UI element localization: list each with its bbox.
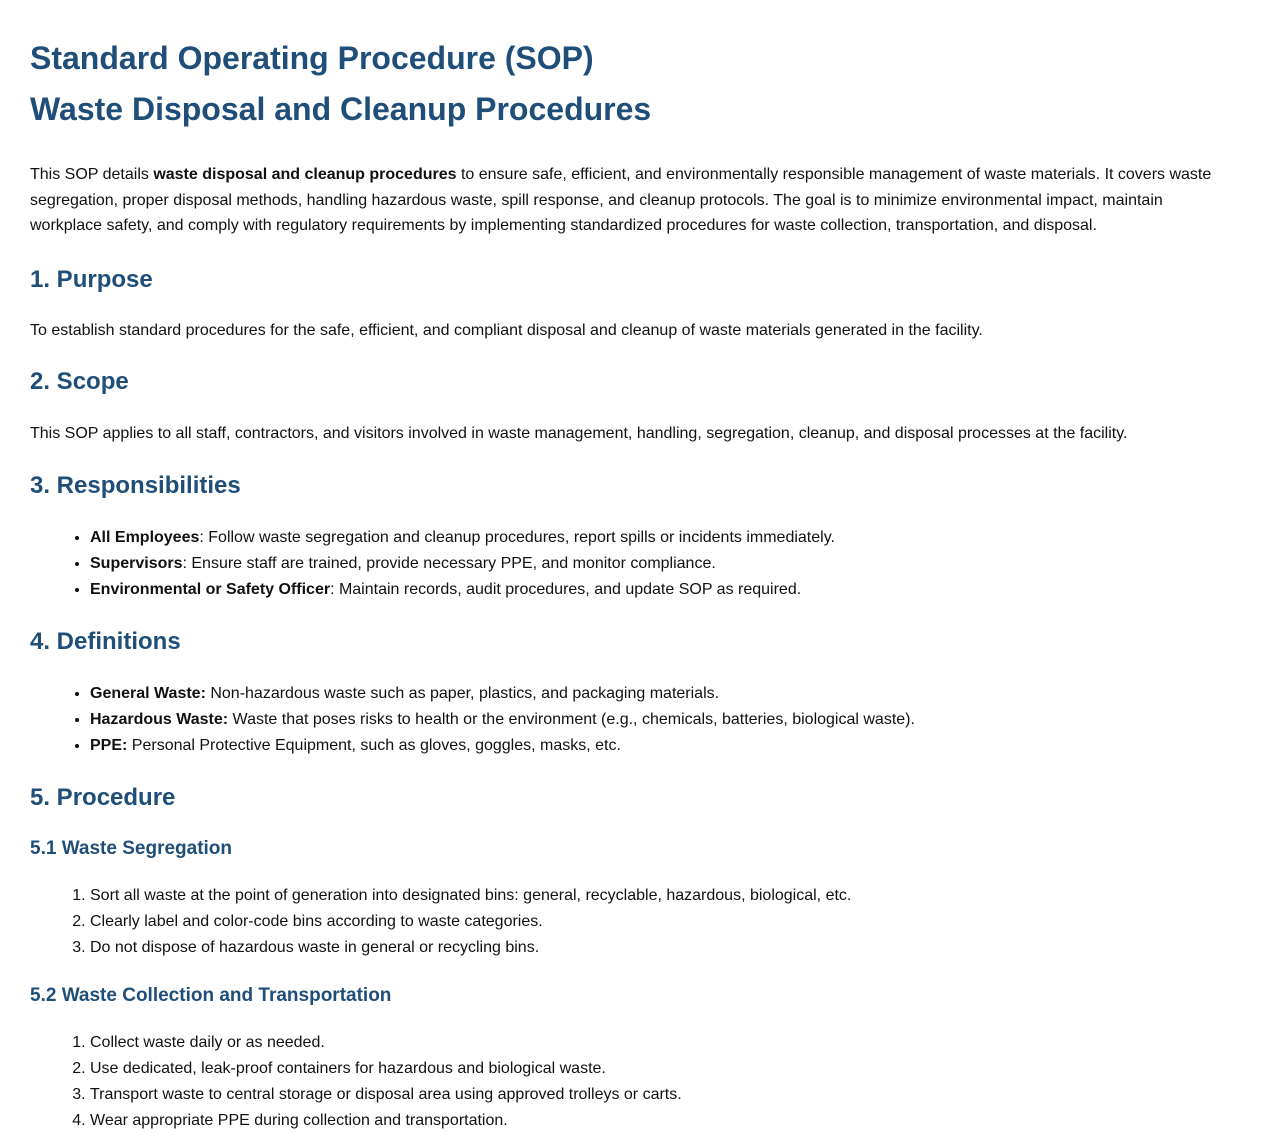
sop-document [30,33,1230,1134]
list-item [90,707,1230,733]
collection-steps [30,1030,1230,1134]
list-item-desc: : Maintain records, audit procedures, and update SOP as required. [330,580,802,598]
list-item [90,681,1230,707]
list-item: 1. Sort all waste at the point of generation into designated bins: general, recyclable, hazardous, biological, etc. [90,883,1230,909]
intro-suffix: to ensure safe, efficient, and environmentally responsible management of waste materials. It covers waste segregation, proper disposal methods, handling hazardous waste, spill response, and cleanup protocols. The goal is to minimize environmental impact, maintain workplace safety, and comply with regulatory requirements by implementing standardized procedures for waste collection, transportation, and disposal. [30,166,1212,234]
list-item [90,577,1230,603]
subsection-heading-collection: 5.2 Waste Collection and Transportation [30,984,392,1006]
list-item: 2. Clearly label and color-code bins according to waste categories. [90,909,1230,935]
list-item-desc: : Follow waste segregation and cleanup procedures, report spills or incidents immediately. [199,528,835,546]
list-item-term: Supervisors [90,554,183,572]
section-heading-purpose: 1. Purpose [30,265,153,293]
list-item [90,525,1230,551]
definitions-list [30,681,1230,759]
section-heading-definitions: 4. Definitions [30,627,181,655]
list-item: 1. Collect waste daily or as needed. [90,1030,1230,1056]
intro-paragraph [30,162,1230,239]
segregation-steps [30,883,1230,961]
list-item: 4. Wear appropriate PPE during collection and transportation. [90,1108,1230,1134]
list-item-term: PPE: [90,736,128,754]
purpose-text: To establish standard procedures for the safe, efficient, and compliant disposal and cleanup of waste materials generated in the facility. [30,321,983,339]
list-item-desc: Non-hazardous waste such as paper, plastics, and packaging materials. [205,684,720,702]
list-item-desc: Personal Protective Equipment, such as gloves, goggles, masks, etc. [127,736,621,754]
list-item: 2. Use dedicated, leak-proof containers for hazardous and biological waste. [90,1056,1230,1082]
list-item-term: Hazardous Waste: [90,710,229,728]
list-item: 3. Transport waste to central storage or disposal area using approved trolleys or carts. [90,1082,1230,1108]
list-item [90,551,1230,577]
list-item: 3. Do not dispose of hazardous waste in general or recycling bins. [90,935,1230,961]
section-heading-scope: 2. Scope [30,368,129,395]
list-item [90,733,1230,759]
responsibilities-list [30,525,1230,603]
section-heading-procedure: 5. Procedure [30,783,176,811]
list-item-term: Environmental or Safety Officer [90,580,331,598]
list-item-desc: : Ensure staff are trained, provide necessary PPE, and monitor compliance. [182,554,716,572]
subsection-heading-segregation: 5.1 Waste Segregation [30,837,233,859]
intro-bold: waste disposal and cleanup procedures [153,166,457,183]
list-item-term: All Employees [90,528,200,546]
page-title-line-2: Waste Disposal and Cleanup Procedures [30,91,652,127]
list-item-term: General Waste: [90,684,206,702]
scope-text: This SOP applies to all staff, contractors, and visitors involved in waste management, handling, segregation, cleanup, and disposal processes at the facility. [30,425,1128,442]
list-item-desc: Waste that poses risks to health or the environment (e.g., chemicals, batteries, biological waste). [228,710,915,728]
page-title-line-1: Standard Operating Procedure (SOP) [30,40,594,76]
section-heading-responsibilities: 3. Responsibilities [30,471,241,499]
intro-prefix: This SOP details [30,166,154,183]
